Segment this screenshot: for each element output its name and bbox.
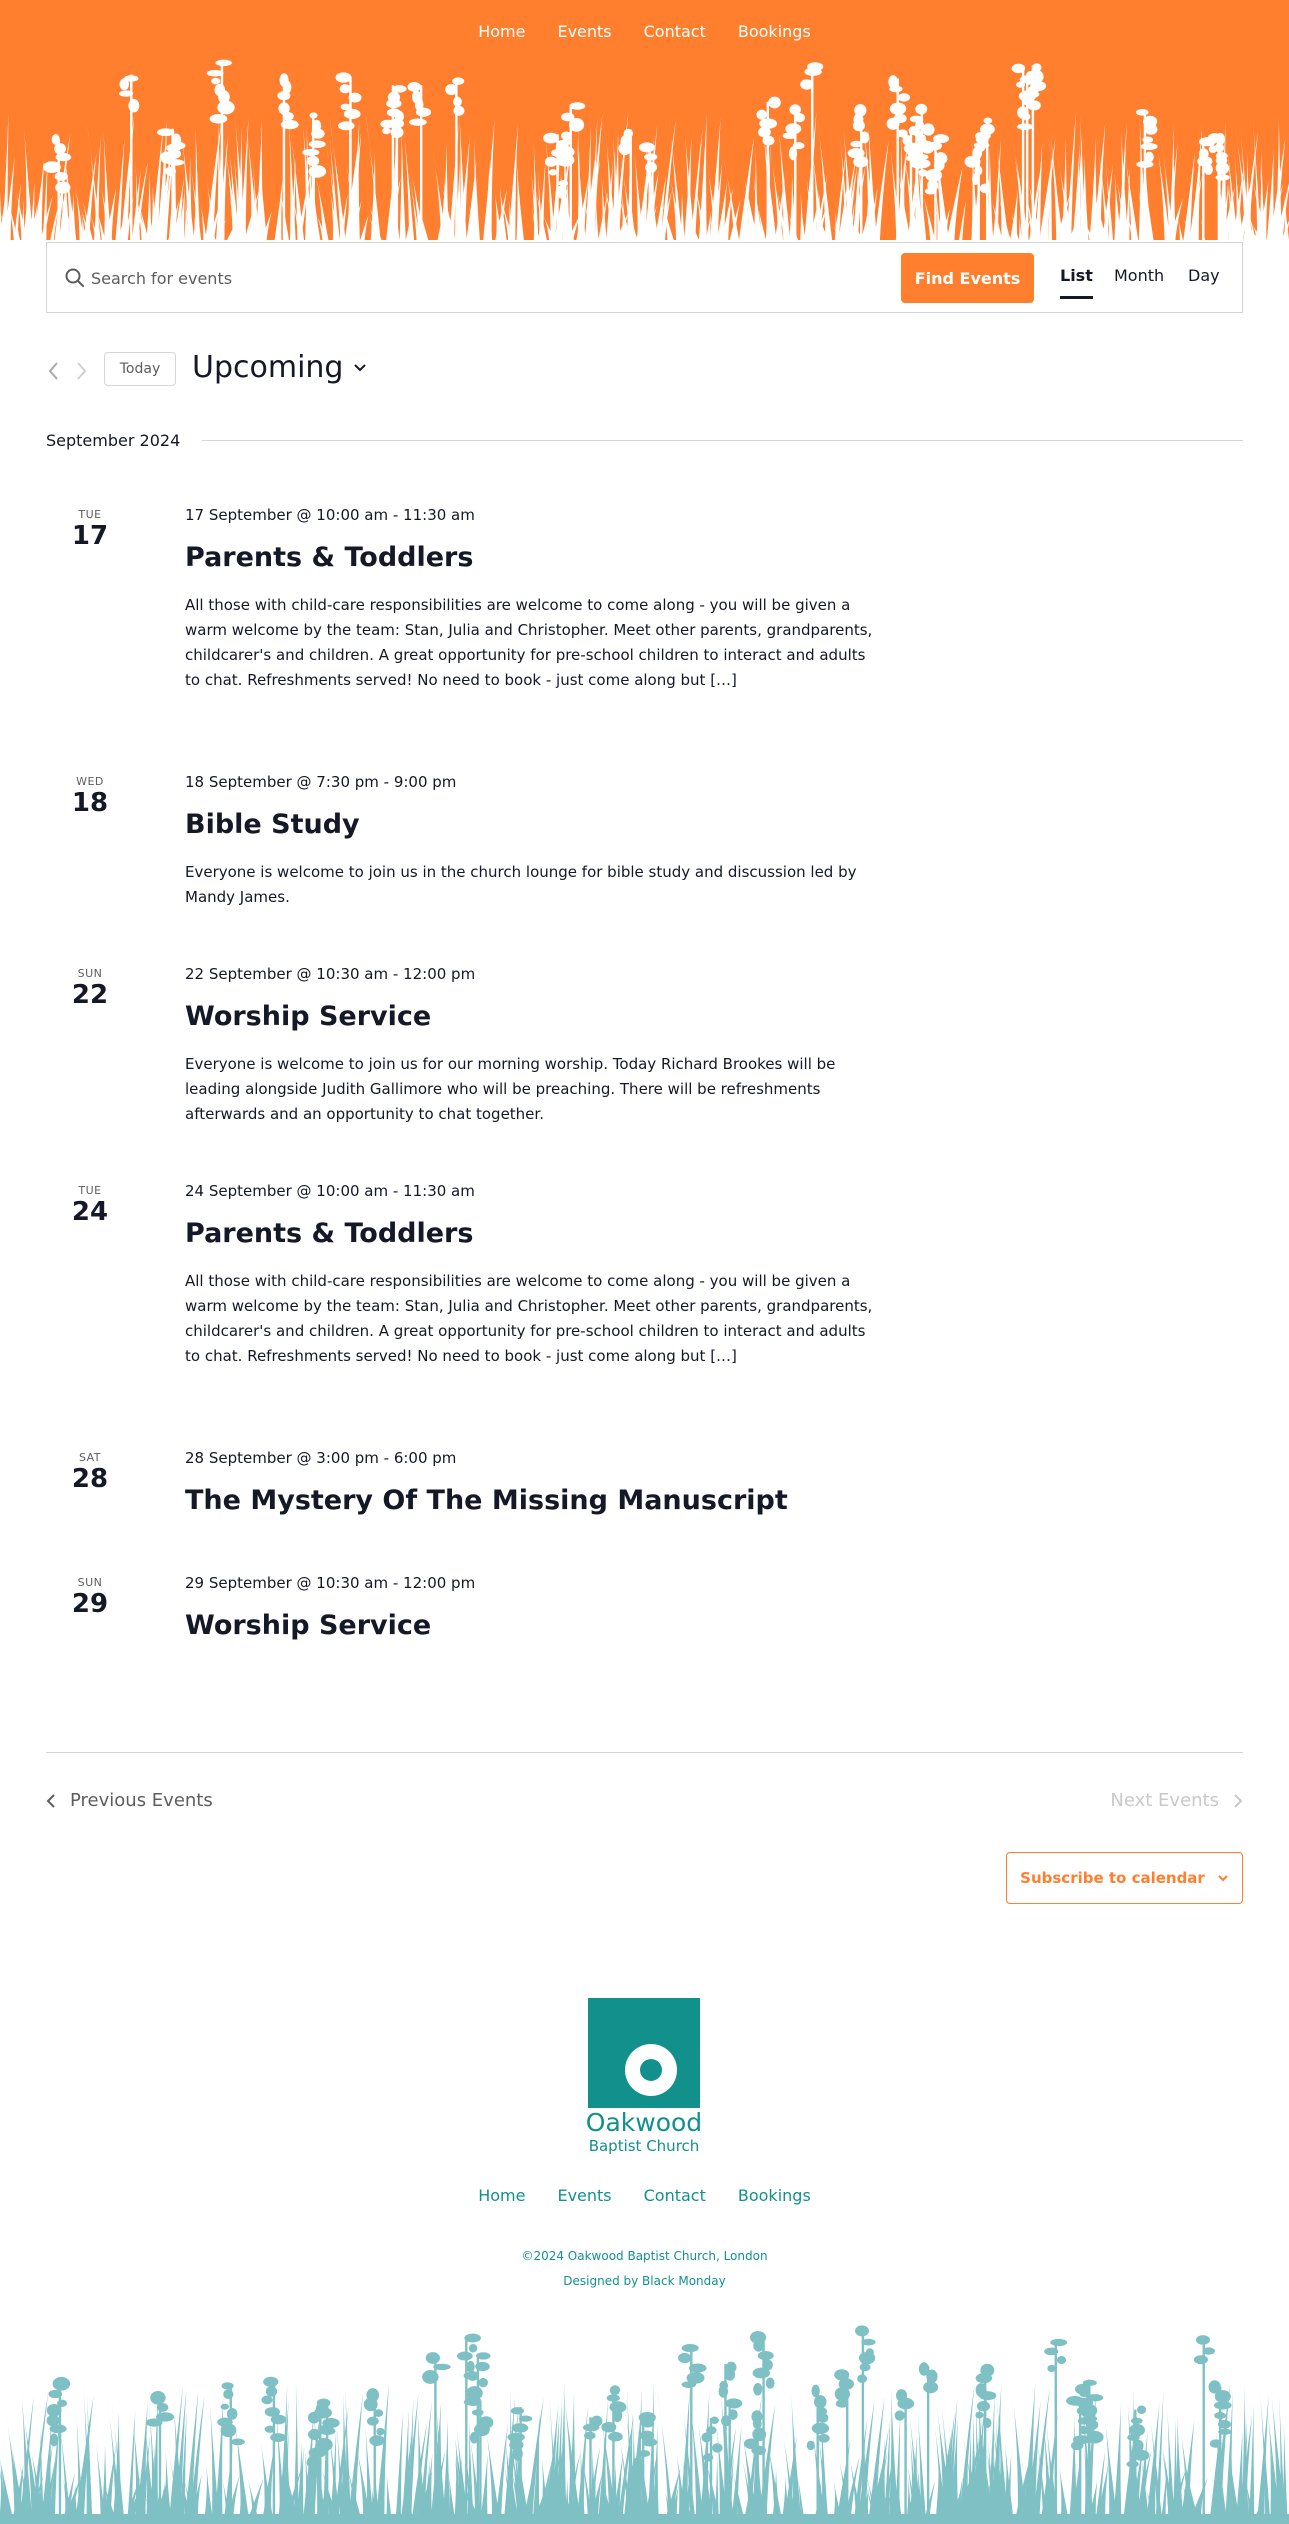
event-title-link[interactable]: Worship Service	[185, 1001, 432, 1032]
event-weekday: TUE	[78, 508, 102, 521]
footer-nav-contact-link[interactable]: Contact	[643, 2186, 706, 2205]
event-date	[46, 963, 134, 1010]
events-search-bar	[46, 242, 1243, 313]
search-icon	[63, 266, 87, 290]
footer-copyright	[0, 2244, 1289, 2294]
event-title-link[interactable]: Worship Service	[185, 1610, 432, 1641]
event-day: 28	[71, 1464, 109, 1494]
event-weekday: SAT	[78, 1451, 102, 1464]
event-weekday: SUN	[77, 967, 103, 980]
today-button[interactable]: Today	[104, 352, 176, 386]
month-separator-line	[202, 440, 1243, 441]
footer-nav-bookings-link[interactable]: Bookings	[737, 2186, 811, 2205]
chevron-left-icon[interactable]	[46, 360, 62, 382]
month-separator	[46, 428, 1243, 452]
event-time: 24 September @ 10:00 am - 11:30 am	[185, 1182, 475, 1200]
event-day: 24	[71, 1197, 109, 1227]
view-tab-month[interactable]: Month	[1114, 266, 1165, 285]
search-input[interactable]	[91, 259, 871, 297]
event-time: 29 September @ 10:30 am - 12:00 pm	[185, 1574, 476, 1592]
event-date	[46, 1447, 134, 1494]
nav-contact-link[interactable]: Contact	[643, 22, 706, 41]
event-time: 17 September @ 10:00 am - 11:30 am	[185, 506, 475, 524]
footer-grass-illustration	[0, 2320, 1289, 2524]
event-date	[46, 771, 134, 818]
chevron-left-icon	[46, 1793, 56, 1809]
designed-by-link[interactable]: Designed by Black Monday	[563, 2274, 726, 2288]
copyright-text: ©2024 Oakwood Baptist Church, London	[521, 2249, 768, 2263]
view-tab-day[interactable]: Day	[1188, 266, 1220, 285]
logo-mark	[588, 1998, 700, 2108]
event-description: Everyone is welcome to join us in the church lounge for bible study and discussion led by Mandy James.	[185, 863, 857, 906]
subscribe-calendar-button[interactable]	[1006, 1852, 1243, 1904]
subscribe-label: Subscribe to calendar	[1020, 1869, 1205, 1887]
chevron-right-icon[interactable]	[73, 360, 89, 382]
date-range-label: Upcoming	[192, 350, 344, 385]
event-weekday: SUN	[77, 1576, 103, 1589]
event-time: 22 September @ 10:30 am - 12:00 pm	[185, 965, 476, 983]
event-description: Everyone is welcome to join us for our morning worship. Today Richard Brookes will be leading alongside Judith Gallimore who will be preaching. There will be refreshments afterwards and an opportunity to chat together.	[185, 1055, 836, 1123]
event-description: All those with child-care responsibilities are welcome to come along - you will be given a warm welcome by the team: Stan, Julia and Christopher. Meet other parents, grandparents, childcarer's and children. A great opportunity for pre-school children to interact and adults to chat. Refreshments served! No need to book - just come along but […]	[185, 596, 873, 689]
event-time: 28 September @ 3:00 pm - 6:00 pm	[185, 1449, 457, 1467]
logo-subtitle: Baptist Church	[588, 2137, 700, 2155]
header-banner	[0, 0, 1289, 250]
nav-bookings-link[interactable]: Bookings	[737, 22, 811, 41]
chevron-right-icon	[1233, 1793, 1243, 1809]
event-title-link[interactable]: The Mystery Of The Missing Manuscript	[185, 1485, 788, 1516]
nav-events-link[interactable]: Events	[557, 22, 612, 41]
header-grass-illustration	[0, 50, 1289, 250]
logo-name: Oakwood	[585, 2108, 703, 2137]
previous-events-label: Previous Events	[70, 1790, 213, 1811]
events-bottom-divider	[46, 1752, 1243, 1753]
event-title-link[interactable]: Parents & Toddlers	[185, 542, 474, 573]
event-description: All those with child-care responsibilities are welcome to come along - you will be given a warm welcome by the team: Stan, Julia and Christopher. Meet other parents, grandparents, childcarer's and children. A great opportunity for pre-school children to interact and adults to chat. Refreshments served! No need to book - just come along but […]	[185, 1272, 873, 1365]
event-date	[46, 1572, 134, 1619]
chevron-down-icon	[1217, 1874, 1229, 1882]
church-logo[interactable]	[585, 1998, 703, 2156]
footer-nav	[0, 2186, 1289, 2205]
nav-home-link[interactable]: Home	[478, 22, 526, 41]
event-weekday: WED	[76, 775, 104, 788]
event-day: 18	[71, 788, 109, 818]
event-time: 18 September @ 7:30 pm - 9:00 pm	[185, 773, 457, 791]
event-date	[46, 504, 134, 551]
event-title-link[interactable]: Bible Study	[185, 809, 360, 840]
footer-nav-home-link[interactable]: Home	[478, 2186, 526, 2205]
next-events-label: Next Events	[1110, 1790, 1219, 1811]
next-events-link[interactable]	[1110, 1790, 1243, 1811]
event-day: 17	[71, 521, 109, 551]
event-title-link[interactable]: Parents & Toddlers	[185, 1218, 474, 1249]
event-day: 29	[71, 1589, 109, 1619]
previous-events-link[interactable]	[46, 1790, 213, 1811]
event-weekday: TUE	[78, 1184, 102, 1197]
event-day: 22	[71, 980, 109, 1010]
date-range-selector[interactable]	[192, 350, 367, 385]
event-date	[46, 1180, 134, 1227]
view-tab-list[interactable]: List	[1060, 266, 1093, 285]
logo-ring-icon	[625, 2044, 677, 2096]
find-events-button[interactable]: Find Events	[901, 253, 1034, 303]
chevron-down-icon	[353, 363, 367, 373]
date-navigation	[46, 352, 546, 390]
footer-nav-events-link[interactable]: Events	[557, 2186, 612, 2205]
top-nav	[0, 22, 1289, 41]
month-label: September 2024	[46, 430, 181, 450]
